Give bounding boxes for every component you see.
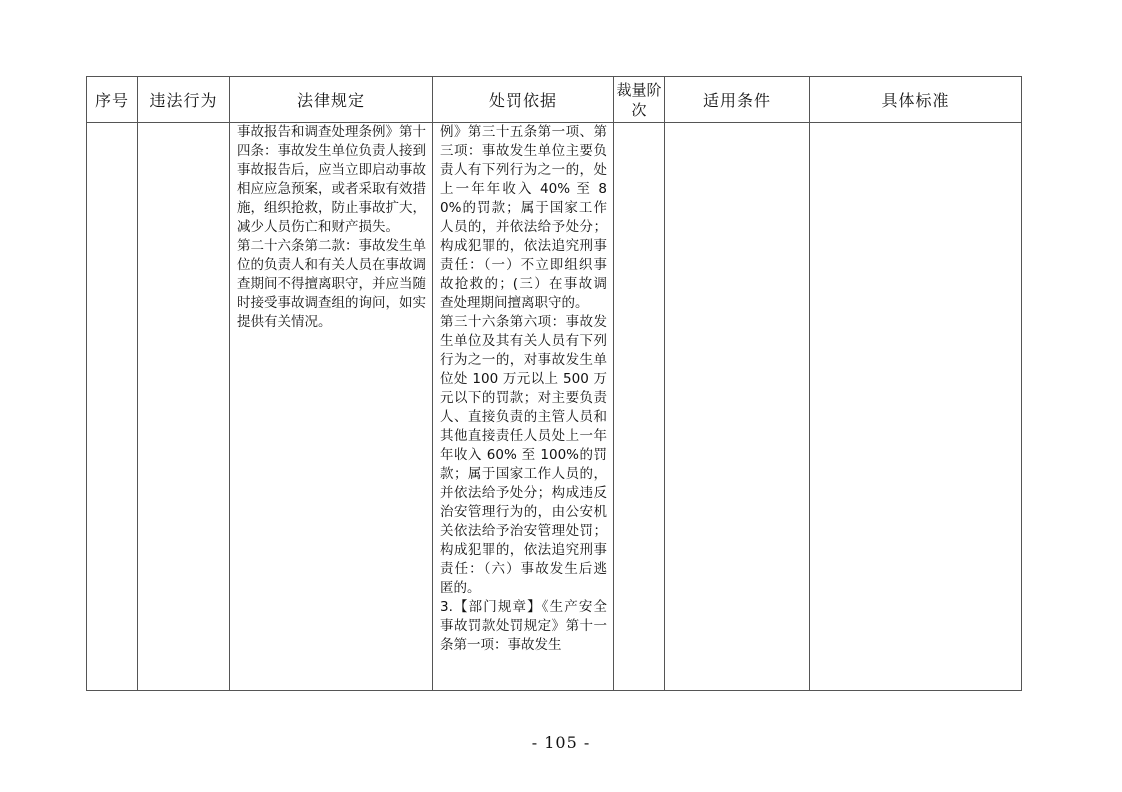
law-paragraph: 第二十六条第二款：事故发生单位的负责人和有关人员在事故调查期间不得擅离职守，并应当随时接受事故调查组的询问，如实提供有关情况。 xyxy=(237,238,426,330)
cell-seq xyxy=(87,123,138,691)
basis-paragraph: 例》第三十五条第一项、第三项：事故发生单位主要负责人有下列行为之一的，处上一年年收入 40% 至 80%的罚款；属于国家工作人员的，并依法给予处分；构成犯罪的，依法追究刑事责任：（一）不立即组织事故抢救的；(三）在事故调查处理期间擅离职守的。 xyxy=(440,124,607,311)
header-seq: 序号 xyxy=(87,77,138,123)
header-conditions: 适用条件 xyxy=(665,77,810,123)
basis-paragraph: 第三十六条第六项：事故发生单位及其有关人员有下列行为之一的，对事故发生单位处 100 万元以上 500 万元以下的罚款；对主要负责人、直接负责的主管人员和其他直接责任人员处上一年年收入 60% 至 100%的罚款；属于国家工作人员的，并依法给予处分；构成违反治安管理行为的，由公安机关依法给予治安管理处罚；构成犯罪的，依法追究刑事责任：（六）事故发生后逃匿的。 xyxy=(440,314,607,596)
basis-paragraph: 3.【部门规章】《生产安全事故罚款处罚规定》第十一条第一项：事故发生 xyxy=(440,599,607,653)
cell-discretion xyxy=(614,123,665,691)
cell-law xyxy=(230,123,433,691)
table-header-row xyxy=(87,77,1022,123)
header-violation: 违法行为 xyxy=(138,77,230,123)
cell-violation xyxy=(138,123,230,691)
header-standard: 具体标准 xyxy=(810,77,1022,123)
penalty-standards-table xyxy=(86,76,1022,691)
header-law: 法律规定 xyxy=(230,77,433,123)
table-row xyxy=(87,123,1022,691)
header-basis: 处罚依据 xyxy=(433,77,614,123)
page-number: - 105 - xyxy=(531,733,591,752)
cell-conditions xyxy=(665,123,810,691)
law-paragraph: 事故报告和调查处理条例》第十四条：事故发生单位负责人接到事故报告后，应当立即启动事故相应应急预案，或者采取有效措施，组织抢救，防止事故扩大，减少人员伤亡和财产损失。 xyxy=(237,124,426,235)
cell-standard xyxy=(810,123,1022,691)
cell-basis xyxy=(433,123,614,691)
header-discretion: 裁量阶次 xyxy=(614,77,665,123)
